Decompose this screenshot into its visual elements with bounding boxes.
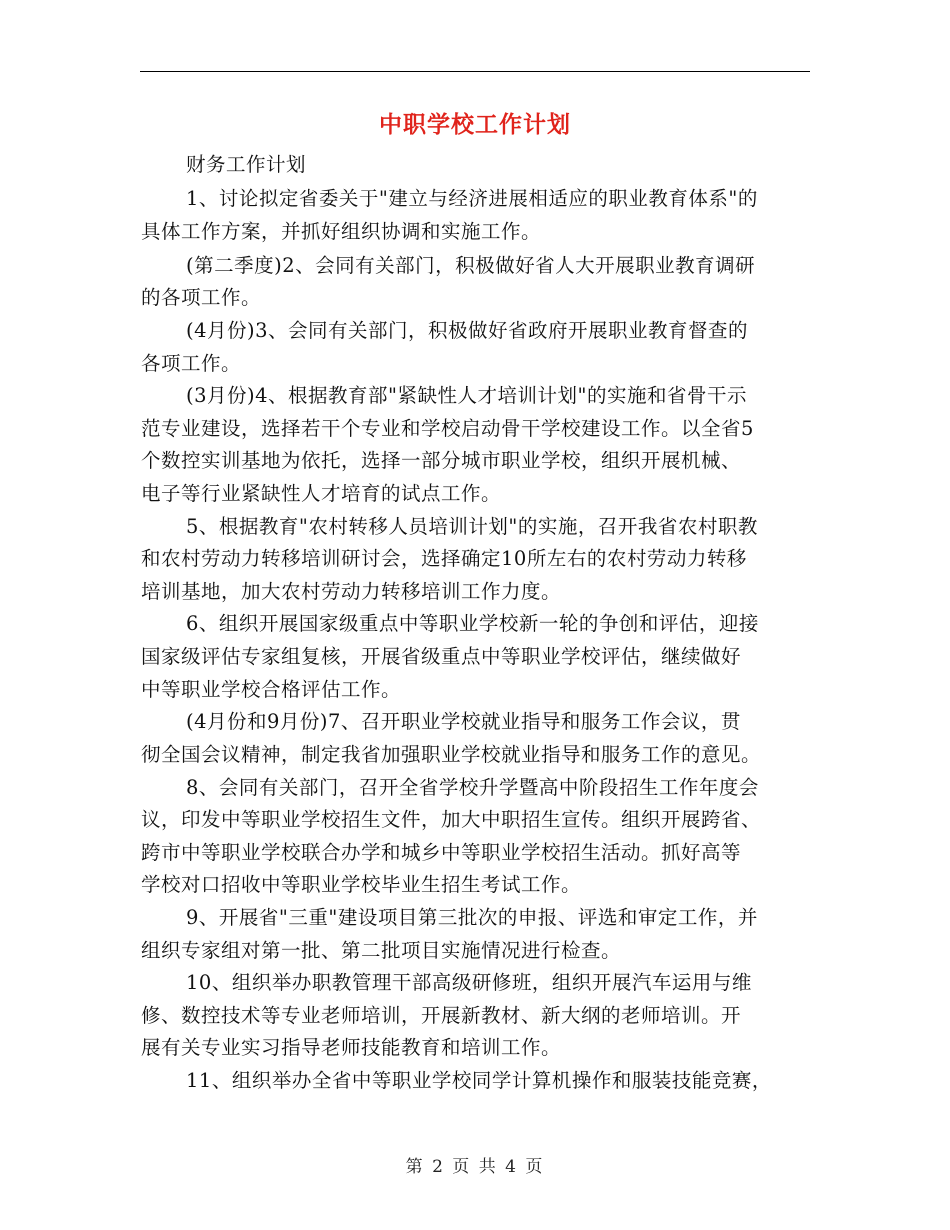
body-line: (第二季度)2、会同有关部门，积极做好省人大开展职业教育调研 [186, 254, 756, 277]
body-line: 的各项工作。 [141, 286, 262, 309]
body-line: 修、数控技术等专业老师培训，开展新教材、新大纲的老师培训。开 [141, 1004, 742, 1027]
body-line: 电子等行业紧缺性人才培育的试点工作。 [141, 482, 502, 505]
body-line: 9、开展省"三重"建设项目第三批次的申报、评选和审定工作，并 [186, 906, 758, 929]
body-line: 11、组织举办全省中等职业学校同学计算机操作和服装技能竞赛， [186, 1069, 772, 1092]
body-line: 8、会同有关部门，召开全省学校升学暨高中阶段招生工作年度会 [186, 776, 759, 799]
body-line: 彻全国会议精神，制定我省加强职业学校就业指导和服务工作的意见。 [141, 743, 762, 766]
body-line: 中等职业学校合格评估工作。 [141, 678, 402, 701]
body-line: (4月份)3、会同有关部门，积极做好省政府开展职业教育督查的 [186, 319, 749, 342]
body-line: (4月份和9月份)7、召开职业学校就业指导和服务工作会议，贯 [186, 710, 741, 733]
body-line: 国家级评估专家组复核，开展省级重点中等职业学校评估，继续做好 [141, 645, 742, 668]
section-heading: 财务工作计划 [186, 153, 307, 176]
body-line: 跨市中等职业学校联合办学和城乡中等职业学校招生活动。抓好高等 [141, 841, 742, 864]
body-line: 议，印发中等职业学校招生文件，加大中职招生宣传。组织开展跨省、 [141, 808, 762, 831]
document-title: 中职学校工作计划 [379, 112, 571, 138]
body-line: 组织专家组对第一批、第二批项目实施情况进行检查。 [141, 939, 622, 962]
body-line: 具体工作方案，并抓好组织协调和实施工作。 [141, 220, 542, 243]
body-line: 6、组织开展国家级重点中等职业学校新一轮的争创和评估，迎接 [186, 612, 759, 635]
body-line: 各项工作。 [141, 352, 242, 375]
body-line: 1、讨论拟定省委关于"建立与经济进展相适应的职业教育体系"的 [186, 187, 758, 210]
page-number-footer: 第 2 页 共 4 页 [405, 1157, 545, 1177]
body-line: 10、组织举办职教管理干部高级研修班，组织开展汽车运用与维 [186, 971, 752, 994]
body-line: 学校对口招收中等职业学校毕业生招生考试工作。 [141, 873, 582, 896]
body-line: 展有关专业实习指导老师技能教育和培训工作。 [141, 1036, 562, 1059]
body-line: 培训基地，加大农村劳动力转移培训工作力度。 [141, 580, 562, 603]
body-line: 和农村劳动力转移培训研讨会，选择确定10所左右的农村劳动力转移 [141, 547, 747, 570]
body-line: 5、根据教育"农村转移人员培训计划"的实施，召开我省农村职教 [186, 515, 758, 538]
body-line: 范专业建设，选择若干个专业和学校启动骨干学校建设工作。以全省5 [141, 417, 754, 440]
header-rule [140, 71, 810, 72]
body-line: 个数控实训基地为依托，选择一部分城市职业学校，组织开展机械、 [141, 449, 742, 472]
body-line: (3月份)4、根据教育部"紧缺性人才培训计划"的实施和省骨干示 [186, 384, 747, 407]
